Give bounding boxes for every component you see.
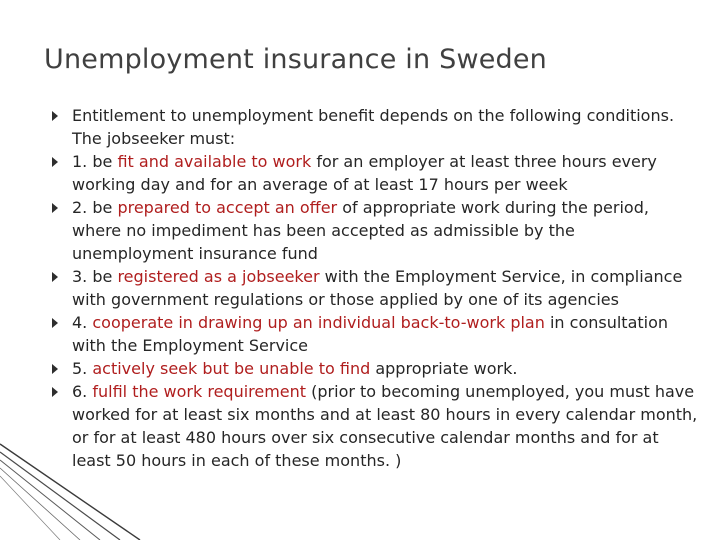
bullet-item: [50, 357, 700, 380]
bullet-text: of appropriate work during the period, where no impediment has been accepted as admissible by the unemployment insurance fund: [72, 198, 649, 263]
bullet-item: [50, 104, 700, 150]
bullet-highlight: registered as a jobseeker: [117, 267, 320, 286]
bullet-number: 5.: [72, 359, 88, 378]
bullet-number: 6.: [72, 382, 88, 401]
bullet-text: for an employer at least three hours every working day and for an average of at least 17 hours per week: [72, 152, 657, 194]
bullet-text: in consultation with the Employment Service: [72, 313, 669, 355]
bullet-text: appropriate work.: [375, 359, 518, 378]
slide-title: Unemployment insurance in Sweden: [44, 44, 547, 75]
bullet-number: 3.: [72, 267, 88, 286]
bullet-lead: be: [92, 198, 113, 217]
bullet-number: 1.: [72, 152, 88, 171]
bullet-number: 4.: [72, 313, 88, 332]
bullet-arrow-icon: [52, 387, 58, 397]
bullet-item: [50, 380, 700, 472]
bullet-arrow-icon: [52, 203, 58, 213]
bullet-highlight: fulfil the work requirement: [92, 382, 307, 401]
bullet-text: Entitlement to unemployment benefit depends on the following conditions. The jobseeker must:: [72, 106, 675, 148]
bullet-arrow-icon: [52, 364, 58, 374]
bullet-number: 2.: [72, 198, 88, 217]
bullet-arrow-icon: [52, 111, 58, 121]
bullet-lead: be: [92, 267, 113, 286]
bullet-item: [50, 311, 700, 357]
bullet-item: [50, 150, 700, 196]
bullet-highlight: prepared to accept an offer: [117, 198, 338, 217]
bullet-text: (prior to becoming unemployed, you must have worked for at least six months and at least 80 hours in every calendar month, or for at least 480 hours over six consecutive calendar months and for at least 50 hours in each of these months. ): [72, 382, 698, 470]
bullet-item: [50, 196, 700, 265]
bullet-arrow-icon: [52, 318, 58, 328]
bullet-text: with the Employment Service, in compliance with government regulations or those applied by one of its agencies: [72, 267, 683, 309]
bullet-list: [50, 104, 700, 472]
bullet-highlight: fit and available to work: [117, 152, 312, 171]
bullet-arrow-icon: [52, 157, 58, 167]
bullet-lead: be: [92, 152, 113, 171]
bullet-item: [50, 265, 700, 311]
bullet-highlight: cooperate in drawing up an individual back-to-work plan: [92, 313, 545, 332]
bullet-arrow-icon: [52, 272, 58, 282]
bullet-highlight: actively seek but be unable to find: [92, 359, 371, 378]
